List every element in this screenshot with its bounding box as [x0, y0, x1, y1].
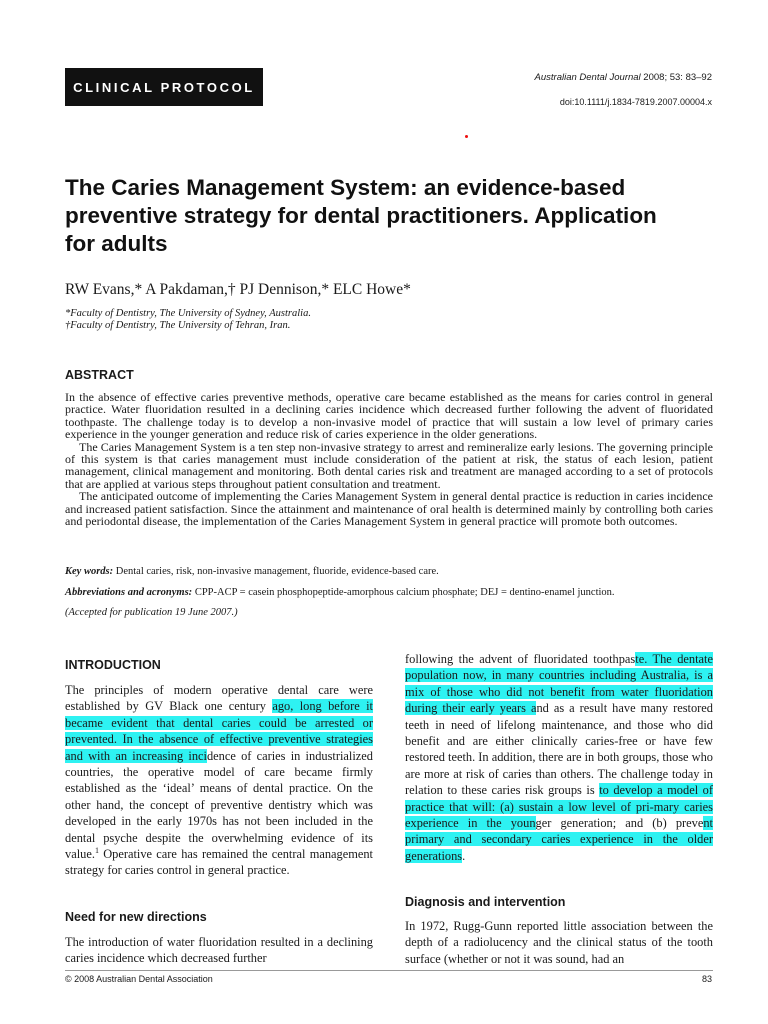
section-banner: CLINICAL PROTOCOL	[65, 68, 263, 106]
highlighted-text: to develop a model of practice that will: (a) sustain a low level of pri-mary caries experience in the youn	[405, 783, 713, 831]
title-line: for adults	[65, 231, 168, 256]
affiliations	[65, 308, 311, 332]
text-run: dence of caries in industrialized countries, the operative model of care became firmly established as the ‘ideal’ means of dental practice. On the other hand, the concept of preventive dentistry which was developed in the early 1970s has not been included in the dental psyche despite the overwhelming evidence of its value.	[65, 748, 373, 862]
keywords-label: Key words:	[65, 566, 114, 577]
authors: RW Evans,* A Pakdaman,† PJ Dennison,* ELC Howe*	[65, 281, 411, 298]
text-run: ger generation; and (b) preve	[535, 816, 704, 831]
journal-citation	[535, 73, 712, 83]
highlighted-text: te. The dentate population now, in many countries including Australia, is a mix of those who did not benefit from water fluoridation during their early years a	[405, 652, 713, 716]
doi: doi:10.1111/j.1834-7819.2007.00004.x	[559, 97, 712, 107]
article-title	[65, 174, 705, 258]
need-heading: Need for new directions	[65, 910, 207, 924]
keywords-text: Dental caries, risk, non-invasive management, fluoride, evidence-based care.	[113, 566, 439, 577]
abbreviations-label: Abbreviations and acronyms:	[65, 587, 193, 598]
affiliation: *Faculty of Dentistry, The University of Sydney, Australia.	[65, 308, 311, 319]
diagnosis-body: In 1972, Rugg-Gunn reported little association between the depth of a radiolucency and the clinical status of the tooth surface (whether or not it was sound, had an	[405, 919, 713, 966]
reference-superscript: 1	[94, 845, 99, 855]
affiliation: †Faculty of Dentistry, The University of Tehran, Iran.	[65, 320, 291, 331]
journal-issue: 2008; 53: 83–92	[640, 72, 712, 83]
text-run: The principles of modern operative dental care were established by GV Black one century	[65, 683, 373, 714]
accepted-date: (Accepted for publication 19 June 2007.)	[65, 607, 238, 618]
title-line: The Caries Management System: an evidence-based	[65, 175, 626, 200]
introduction-body	[65, 682, 373, 879]
copyright: © 2008 Australian Dental Association	[65, 974, 213, 984]
highlighted-text: nt primary and secondary caries experience in the older generations	[405, 816, 713, 863]
text-run: Operative care has remained the central management strategy for caries control in general practice.	[65, 847, 373, 878]
keywords	[65, 566, 713, 577]
highlighted-text: ago, long before it became evident that dental caries could be arrested or prevented. In the absence of effective preventive strategies and with an increasing inci	[65, 699, 373, 763]
abstract-paragraph: In the absence of effective caries preventive methods, operative care became established as the means for caries control in general practice. Water fluoridation resulted in a declining caries incidence which decreased further following the advent of fluoridated toothpaste. The challenge today is to develop a non-invasive model of practice that will sustain a low level of primary caries experience in the younger generation and reduce risk of caries experience in the older generations.	[65, 390, 713, 442]
text-run: nd as a result have many restored teeth in need of lifelong maintenance, and those who did benefit and are either clinically caries-free or have few restored teeth. In addition, there are in both groups, those who are more at risk of caries than others. The challenge today in relation to these caries risk groups is	[405, 701, 713, 798]
right-column-body	[405, 651, 713, 864]
abstract-paragraph: The Caries Management System is a ten step non-invasive strategy to arrest and remineralize early lesions. The governing principle of this system is that caries management must include consideration of the patient at risk, the status of each lesion, patient management, clinical management and monitoring. Both dental caries risk and treatment are managed according to a set of protocols that are applied at various steps throughout patient consultation and treatment.	[65, 439, 713, 491]
need-body: The introduction of water fluoridation resulted in a declining caries incidence which decreased further	[65, 935, 373, 966]
page-number: 83	[701, 974, 712, 984]
text-run: .	[462, 848, 466, 863]
journal-name: Australian Dental Journal	[534, 72, 641, 83]
abbreviations	[65, 587, 713, 598]
abstract-paragraph: The anticipated outcome of implementing the Caries Management System in general dental practice is reduction in caries incidence and increased patient satisfaction. Since the attainment and maintenance of oral health is determined mainly by controlling both caries and periodontal disease, the implementation of the Caries Management System in general practice will promote both outcomes.	[65, 489, 713, 529]
diagnosis-heading: Diagnosis and intervention	[405, 895, 566, 909]
title-line: preventive strategy for dental practitioners. Application	[65, 203, 657, 228]
abstract-heading: ABSTRACT	[65, 368, 134, 382]
introduction-heading: INTRODUCTION	[65, 658, 161, 672]
footer-divider	[65, 970, 713, 971]
red-dot-mark	[465, 135, 468, 138]
abstract-body	[65, 391, 713, 527]
text-run: following the advent of fluoridated toothpas	[405, 652, 636, 666]
abbreviations-text: CPP-ACP = casein phosphopeptide-amorphous calcium phosphate; DEJ = dentino-enamel junction.	[192, 587, 615, 598]
